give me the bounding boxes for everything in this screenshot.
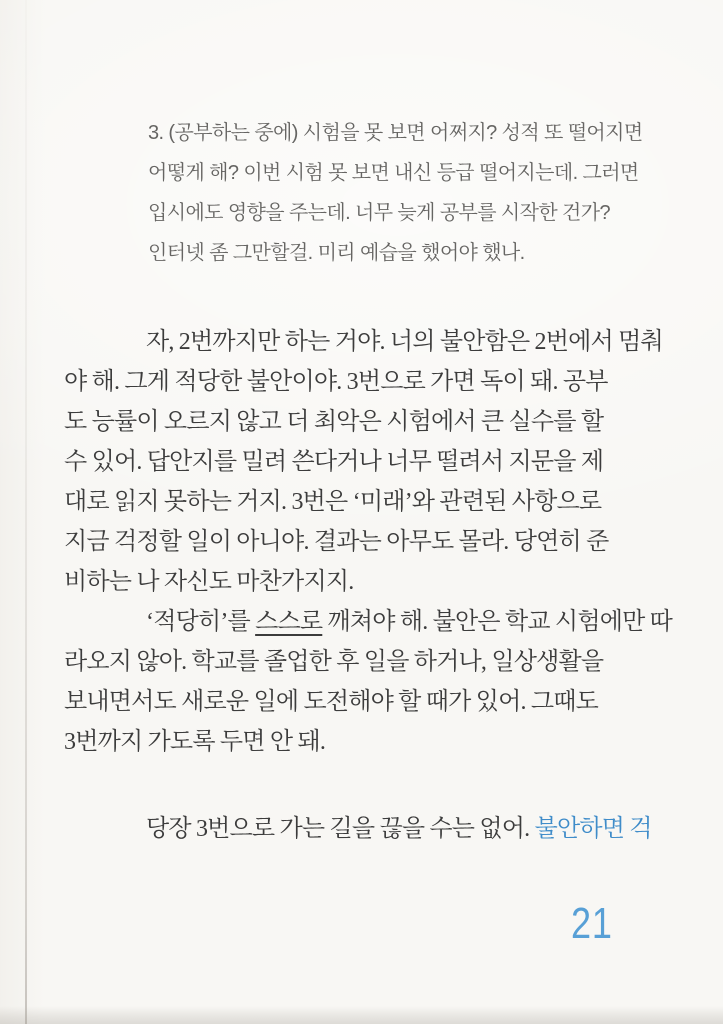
text-segment: ‘적당히’를: [146, 609, 256, 635]
text-line: [64, 522, 704, 562]
text-segment: 수 있어. 답안지를 밀려 쓴다거나 너무 떨려서 지문을 제: [64, 449, 604, 475]
text-segment: 당장 3번으로 가는 길을 끊을 수는 없어.: [146, 816, 535, 842]
text-segment: 지금 걱정할 일이 아니야. 결과는 아무도 몰라. 당연히 준: [64, 529, 609, 555]
paragraph: [64, 809, 704, 849]
accent-text: 불안하면 걱: [534, 816, 652, 842]
paragraph: [64, 322, 704, 602]
underlined-text: 스스로: [255, 609, 323, 635]
quote-line: 어떻게 해? 이번 시험 못 보면 내신 등급 떨어지는데. 그러면: [148, 162, 639, 184]
text-line: [64, 809, 704, 849]
text-segment: 보내면서도 새로운 일에 도전해야 할 때가 있어. 그때도: [64, 689, 599, 715]
text-segment: 비하는 나 자신도 마찬가지지.: [64, 569, 354, 595]
text-line: [64, 322, 704, 362]
text-line: [64, 482, 704, 522]
body-text: [64, 322, 704, 849]
text-line: [64, 602, 704, 642]
quote-block: [148, 113, 643, 273]
page-bottom-edge: [0, 1006, 723, 1024]
text-line: [64, 362, 704, 402]
text-segment: 대로 읽지 못하는 거지. 3번은 ‘미래’와 관련된 사항으로: [64, 489, 602, 515]
page-number: 21: [571, 899, 613, 948]
text-line: [64, 722, 704, 762]
quote-line: 인터넷 좀 그만할걸. 미리 예습을 했어야 했나.: [148, 242, 525, 264]
text-segment: 깨쳐야 해. 불안은 학교 시험에만 따: [322, 609, 673, 635]
text-line: [64, 442, 704, 482]
text-segment: 야 해. 그게 적당한 불안이야. 3번으로 가면 독이 돼. 공부: [64, 369, 608, 395]
text-line: [64, 402, 704, 442]
quote-line: 입시에도 영향을 주는데. 너무 늦게 공부를 시작한 건가?: [148, 202, 611, 224]
page-fold-line: [25, 0, 27, 1024]
text-segment: 도 능률이 오르지 않고 더 최악은 시험에서 큰 실수를 할: [64, 409, 604, 435]
text-line: [64, 562, 704, 602]
text-line: [64, 642, 704, 682]
paragraph: [64, 602, 704, 762]
text-segment: 3번까지 가도록 두면 안 돼.: [64, 729, 326, 755]
text-line: [64, 682, 704, 722]
text-segment: 라오지 않아. 학교를 졸업한 후 일을 하거나, 일상생활을: [64, 649, 604, 675]
quote-line: 3. (공부하는 중에) 시험을 못 보면 어쩌지? 성적 또 떨어지면: [148, 122, 643, 144]
text-segment: 자, 2번까지만 하는 거야. 너의 불안함은 2번에서 멈춰: [146, 329, 663, 355]
